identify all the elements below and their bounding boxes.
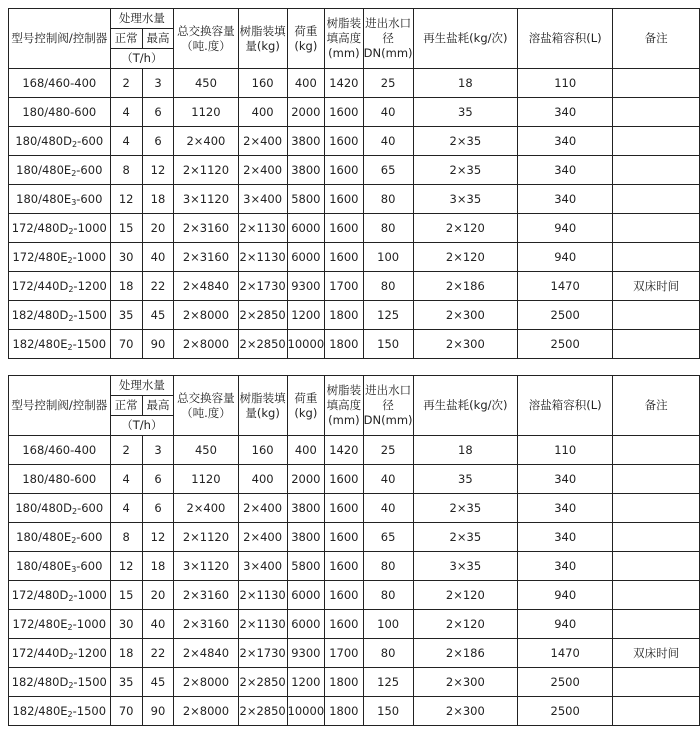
cell-model: 168/460-400 (9, 69, 111, 98)
cell-inlet: 25 (363, 436, 413, 465)
header-normal: 正常 (110, 396, 142, 416)
cell-note (613, 552, 700, 581)
cell-exchange: 1120 (174, 98, 239, 127)
cell-resin-fill: 160 (238, 69, 287, 98)
cell-exchange: 2×3160 (174, 214, 239, 243)
cell-max: 20 (142, 214, 173, 243)
cell-salt: 2×35 (413, 127, 518, 156)
cell-normal: 70 (110, 330, 142, 359)
cell-inlet: 40 (363, 127, 413, 156)
cell-exchange: 1120 (174, 465, 239, 494)
cell-max: 6 (142, 465, 173, 494)
cell-normal: 12 (110, 185, 142, 214)
cell-model: 168/460-400 (9, 436, 111, 465)
cell-inlet: 40 (363, 494, 413, 523)
table-row (9, 465, 700, 494)
table-row (9, 272, 700, 301)
cell-load: 6000 (287, 610, 325, 639)
cell-model: $182/480E_2-1500$ (9, 697, 111, 726)
table-row (9, 127, 700, 156)
cell-model: $180/480E_3-600$ (9, 185, 111, 214)
cell-resin-height: 1600 (325, 127, 363, 156)
cell-resin-fill: 2×400 (238, 494, 287, 523)
cell-inlet: 25 (363, 69, 413, 98)
header-inlet: 进出水口径DN(mm) (363, 376, 413, 436)
cell-exchange: 2×1120 (174, 156, 239, 185)
cell-salt: 2×35 (413, 523, 518, 552)
cell-note (613, 465, 700, 494)
cell-resin-fill: 2×1730 (238, 639, 287, 668)
cell-note (613, 523, 700, 552)
cell-inlet: 80 (363, 639, 413, 668)
cell-max: 90 (142, 697, 173, 726)
cell-brine-tank: 340 (518, 98, 613, 127)
header-salt: 再生盐耗(kg/次) (413, 9, 518, 69)
header-resin-fill: 树脂装填量(kg) (238, 9, 287, 69)
cell-exchange: 2×3160 (174, 581, 239, 610)
cell-load: 400 (287, 69, 325, 98)
cell-normal: 2 (110, 436, 142, 465)
cell-max: 6 (142, 98, 173, 127)
cell-salt: 2×35 (413, 156, 518, 185)
header-note: 备注 (613, 376, 700, 436)
cell-resin-height: 1600 (325, 243, 363, 272)
cell-max: 6 (142, 494, 173, 523)
cell-normal: 8 (110, 156, 142, 185)
cell-exchange: 2×400 (174, 494, 239, 523)
cell-brine-tank: 1470 (518, 639, 613, 668)
header-brine-tank: 溶盐箱容积(L) (518, 9, 613, 69)
cell-brine-tank: 340 (518, 494, 613, 523)
cell-resin-height: 1700 (325, 272, 363, 301)
cell-load: 5800 (287, 185, 325, 214)
cell-inlet: 40 (363, 98, 413, 127)
cell-model: $180/480E_3-600$ (9, 552, 111, 581)
cell-brine-tank: 340 (518, 156, 613, 185)
header-flow: 处理水量 (110, 376, 174, 396)
cell-resin-height: 1600 (325, 156, 363, 185)
cell-brine-tank: 940 (518, 243, 613, 272)
cell-exchange: 2×8000 (174, 301, 239, 330)
cell-load: 6000 (287, 214, 325, 243)
cell-resin-fill: 3×400 (238, 552, 287, 581)
header-unit: （T/h） (110, 49, 174, 69)
cell-salt: 2×186 (413, 639, 518, 668)
table-row (9, 330, 700, 359)
cell-exchange: 3×1120 (174, 552, 239, 581)
cell-inlet: 80 (363, 214, 413, 243)
table-row (9, 523, 700, 552)
cell-resin-fill: 400 (238, 98, 287, 127)
cell-note (613, 185, 700, 214)
cell-resin-fill: 2×400 (238, 523, 287, 552)
cell-max: 18 (142, 185, 173, 214)
cell-normal: 70 (110, 697, 142, 726)
cell-resin-height: 1600 (325, 610, 363, 639)
cell-load: 3800 (287, 494, 325, 523)
table-row (9, 494, 700, 523)
header-model: 型号控制阀/控制器 (9, 9, 111, 69)
cell-brine-tank: 340 (518, 465, 613, 494)
cell-max: 45 (142, 668, 173, 697)
cell-brine-tank: 2500 (518, 697, 613, 726)
cell-salt: 2×300 (413, 668, 518, 697)
cell-max: 90 (142, 330, 173, 359)
cell-model: $182/480D_2-1500$ (9, 668, 111, 697)
cell-model: $180/480E_2-600$ (9, 523, 111, 552)
header-load: 荷重(kg) (287, 376, 325, 436)
cell-max: 6 (142, 127, 173, 156)
cell-exchange: 2×400 (174, 127, 239, 156)
spec-table-top (8, 8, 700, 359)
table-row (9, 243, 700, 272)
cell-note (613, 330, 700, 359)
header-exchange: 总交换容量（吨.度） (174, 376, 239, 436)
cell-note (613, 156, 700, 185)
cell-exchange: 450 (174, 69, 239, 98)
cell-max: 45 (142, 301, 173, 330)
cell-max: 12 (142, 523, 173, 552)
cell-load: 3800 (287, 156, 325, 185)
header-inlet: 进出水口径DN(mm) (363, 9, 413, 69)
cell-normal: 8 (110, 523, 142, 552)
cell-inlet: 125 (363, 668, 413, 697)
cell-note (613, 69, 700, 98)
cell-brine-tank: 340 (518, 127, 613, 156)
cell-resin-height: 1600 (325, 465, 363, 494)
cell-inlet: 100 (363, 610, 413, 639)
cell-normal: 35 (110, 668, 142, 697)
cell-max: 12 (142, 156, 173, 185)
cell-resin-height: 1420 (325, 436, 363, 465)
cell-max: 40 (142, 610, 173, 639)
header-max: 最高 (142, 396, 173, 416)
cell-note (613, 214, 700, 243)
cell-exchange: 2×1120 (174, 523, 239, 552)
cell-normal: 4 (110, 465, 142, 494)
cell-resin-height: 1600 (325, 98, 363, 127)
cell-brine-tank: 340 (518, 523, 613, 552)
cell-resin-height: 1600 (325, 494, 363, 523)
cell-exchange: 2×8000 (174, 697, 239, 726)
header-resin-fill: 树脂装填量(kg) (238, 376, 287, 436)
cell-resin-height: 1600 (325, 185, 363, 214)
cell-max: 22 (142, 639, 173, 668)
cell-exchange: 2×4840 (174, 639, 239, 668)
cell-salt: 2×120 (413, 243, 518, 272)
header-resin-height: 树脂装填高度(mm) (325, 376, 363, 436)
table-row (9, 185, 700, 214)
cell-salt: 2×300 (413, 301, 518, 330)
cell-exchange: 2×4840 (174, 272, 239, 301)
cell-resin-fill: 2×1730 (238, 272, 287, 301)
cell-resin-fill: 2×1130 (238, 214, 287, 243)
cell-load: 6000 (287, 581, 325, 610)
cell-normal: 30 (110, 610, 142, 639)
cell-salt: 2×300 (413, 697, 518, 726)
cell-salt: 35 (413, 98, 518, 127)
cell-model: $182/480E_2-1500$ (9, 330, 111, 359)
header-flow: 处理水量 (110, 9, 174, 29)
cell-exchange: 2×8000 (174, 668, 239, 697)
cell-load: 1200 (287, 301, 325, 330)
cell-model: $172/480E_2-1000$ (9, 610, 111, 639)
cell-brine-tank: 2500 (518, 301, 613, 330)
cell-resin-fill: 2×1130 (238, 610, 287, 639)
cell-resin-height: 1800 (325, 301, 363, 330)
cell-resin-fill: 400 (238, 465, 287, 494)
cell-inlet: 65 (363, 523, 413, 552)
cell-normal: 4 (110, 494, 142, 523)
cell-resin-height: 1600 (325, 552, 363, 581)
cell-inlet: 100 (363, 243, 413, 272)
table-row (9, 552, 700, 581)
cell-brine-tank: 110 (518, 436, 613, 465)
cell-inlet: 150 (363, 330, 413, 359)
cell-normal: 18 (110, 272, 142, 301)
header-normal: 正常 (110, 29, 142, 49)
table-row (9, 98, 700, 127)
cell-model: 180/480-600 (9, 98, 111, 127)
cell-note (613, 436, 700, 465)
cell-inlet: 65 (363, 156, 413, 185)
cell-inlet: 80 (363, 185, 413, 214)
cell-resin-height: 1700 (325, 639, 363, 668)
cell-inlet: 125 (363, 301, 413, 330)
cell-normal: 15 (110, 214, 142, 243)
header-brine-tank: 溶盐箱容积(L) (518, 376, 613, 436)
cell-resin-fill: 2×2850 (238, 668, 287, 697)
cell-exchange: 2×8000 (174, 330, 239, 359)
table-row (9, 301, 700, 330)
cell-resin-fill: 2×2850 (238, 697, 287, 726)
cell-resin-fill: 2×2850 (238, 301, 287, 330)
cell-load: 9300 (287, 639, 325, 668)
cell-brine-tank: 2500 (518, 668, 613, 697)
header-exchange: 总交换容量（吨.度） (174, 9, 239, 69)
cell-note (613, 127, 700, 156)
cell-model: $180/480D_2-600$ (9, 494, 111, 523)
cell-note (613, 243, 700, 272)
cell-normal: 18 (110, 639, 142, 668)
cell-resin-height: 1420 (325, 69, 363, 98)
cell-load: 3800 (287, 523, 325, 552)
cell-resin-fill: 3×400 (238, 185, 287, 214)
cell-load: 9300 (287, 272, 325, 301)
cell-model: $180/480D_2-600$ (9, 127, 111, 156)
cell-brine-tank: 1470 (518, 272, 613, 301)
cell-max: 3 (142, 436, 173, 465)
cell-load: 6000 (287, 243, 325, 272)
header-load: 荷重(kg) (287, 9, 325, 69)
cell-brine-tank: 110 (518, 69, 613, 98)
cell-note (613, 668, 700, 697)
cell-max: 22 (142, 272, 173, 301)
cell-salt: 2×186 (413, 272, 518, 301)
cell-salt: 2×35 (413, 494, 518, 523)
header-model: 型号控制阀/控制器 (9, 376, 111, 436)
cell-note (613, 301, 700, 330)
cell-note: 双床时间 (613, 272, 700, 301)
cell-salt: 2×120 (413, 581, 518, 610)
cell-salt: 3×35 (413, 185, 518, 214)
cell-load: 400 (287, 436, 325, 465)
cell-salt: 3×35 (413, 552, 518, 581)
cell-load: 2000 (287, 465, 325, 494)
table-row (9, 69, 700, 98)
cell-load: 1200 (287, 668, 325, 697)
cell-brine-tank: 940 (518, 581, 613, 610)
cell-resin-fill: 2×2850 (238, 330, 287, 359)
header-max: 最高 (142, 29, 173, 49)
table-row (9, 436, 700, 465)
cell-salt: 18 (413, 69, 518, 98)
cell-note (613, 697, 700, 726)
cell-resin-fill: 2×400 (238, 127, 287, 156)
cell-note (613, 610, 700, 639)
cell-max: 20 (142, 581, 173, 610)
cell-note (613, 494, 700, 523)
table-row (9, 214, 700, 243)
cell-normal: 4 (110, 98, 142, 127)
cell-inlet: 80 (363, 552, 413, 581)
cell-exchange: 450 (174, 436, 239, 465)
cell-resin-height: 1800 (325, 697, 363, 726)
cell-normal: 35 (110, 301, 142, 330)
cell-brine-tank: 940 (518, 214, 613, 243)
cell-salt: 2×120 (413, 214, 518, 243)
header-note: 备注 (613, 9, 700, 69)
cell-inlet: 80 (363, 272, 413, 301)
spec-table-bottom (8, 375, 700, 726)
header-salt: 再生盐耗(kg/次) (413, 376, 518, 436)
cell-normal: 12 (110, 552, 142, 581)
cell-exchange: 2×3160 (174, 610, 239, 639)
cell-model: $180/480E_2-600$ (9, 156, 111, 185)
cell-model: $172/480D_2-1000$ (9, 214, 111, 243)
cell-load: 10000 (287, 330, 325, 359)
cell-brine-tank: 340 (518, 552, 613, 581)
cell-salt: 2×300 (413, 330, 518, 359)
cell-max: 3 (142, 69, 173, 98)
cell-salt: 18 (413, 436, 518, 465)
cell-resin-height: 1600 (325, 214, 363, 243)
cell-max: 18 (142, 552, 173, 581)
cell-model: 180/480-600 (9, 465, 111, 494)
cell-note (613, 98, 700, 127)
cell-resin-fill: 160 (238, 436, 287, 465)
cell-resin-height: 1800 (325, 330, 363, 359)
cell-exchange: 2×3160 (174, 243, 239, 272)
cell-resin-fill: 2×1130 (238, 243, 287, 272)
table-row (9, 639, 700, 668)
cell-resin-height: 1600 (325, 523, 363, 552)
table-row (9, 697, 700, 726)
table-row (9, 668, 700, 697)
cell-brine-tank: 2500 (518, 330, 613, 359)
cell-normal: 2 (110, 69, 142, 98)
cell-brine-tank: 940 (518, 610, 613, 639)
cell-inlet: 150 (363, 697, 413, 726)
cell-resin-height: 1600 (325, 581, 363, 610)
cell-salt: 2×120 (413, 610, 518, 639)
cell-resin-height: 1800 (325, 668, 363, 697)
cell-load: 2000 (287, 98, 325, 127)
cell-exchange: 3×1120 (174, 185, 239, 214)
cell-load: 5800 (287, 552, 325, 581)
header-unit: （T/h） (110, 416, 174, 436)
cell-note (613, 581, 700, 610)
table-row (9, 581, 700, 610)
cell-model: $172/440D_2-1200$ (9, 272, 111, 301)
cell-load: 10000 (287, 697, 325, 726)
cell-model: $172/480D_2-1000$ (9, 581, 111, 610)
cell-normal: 30 (110, 243, 142, 272)
table-row (9, 156, 700, 185)
cell-brine-tank: 340 (518, 185, 613, 214)
cell-load: 3800 (287, 127, 325, 156)
cell-note: 双床时间 (613, 639, 700, 668)
cell-salt: 35 (413, 465, 518, 494)
cell-max: 40 (142, 243, 173, 272)
cell-normal: 15 (110, 581, 142, 610)
cell-inlet: 80 (363, 581, 413, 610)
cell-model: $172/440D_2-1200$ (9, 639, 111, 668)
cell-resin-fill: 2×1130 (238, 581, 287, 610)
header-resin-height: 树脂装填高度(mm) (325, 9, 363, 69)
cell-model: $182/480D_2-1500$ (9, 301, 111, 330)
cell-model: $172/480E_2-1000$ (9, 243, 111, 272)
cell-inlet: 40 (363, 465, 413, 494)
cell-resin-fill: 2×400 (238, 156, 287, 185)
table-row (9, 610, 700, 639)
cell-normal: 4 (110, 127, 142, 156)
